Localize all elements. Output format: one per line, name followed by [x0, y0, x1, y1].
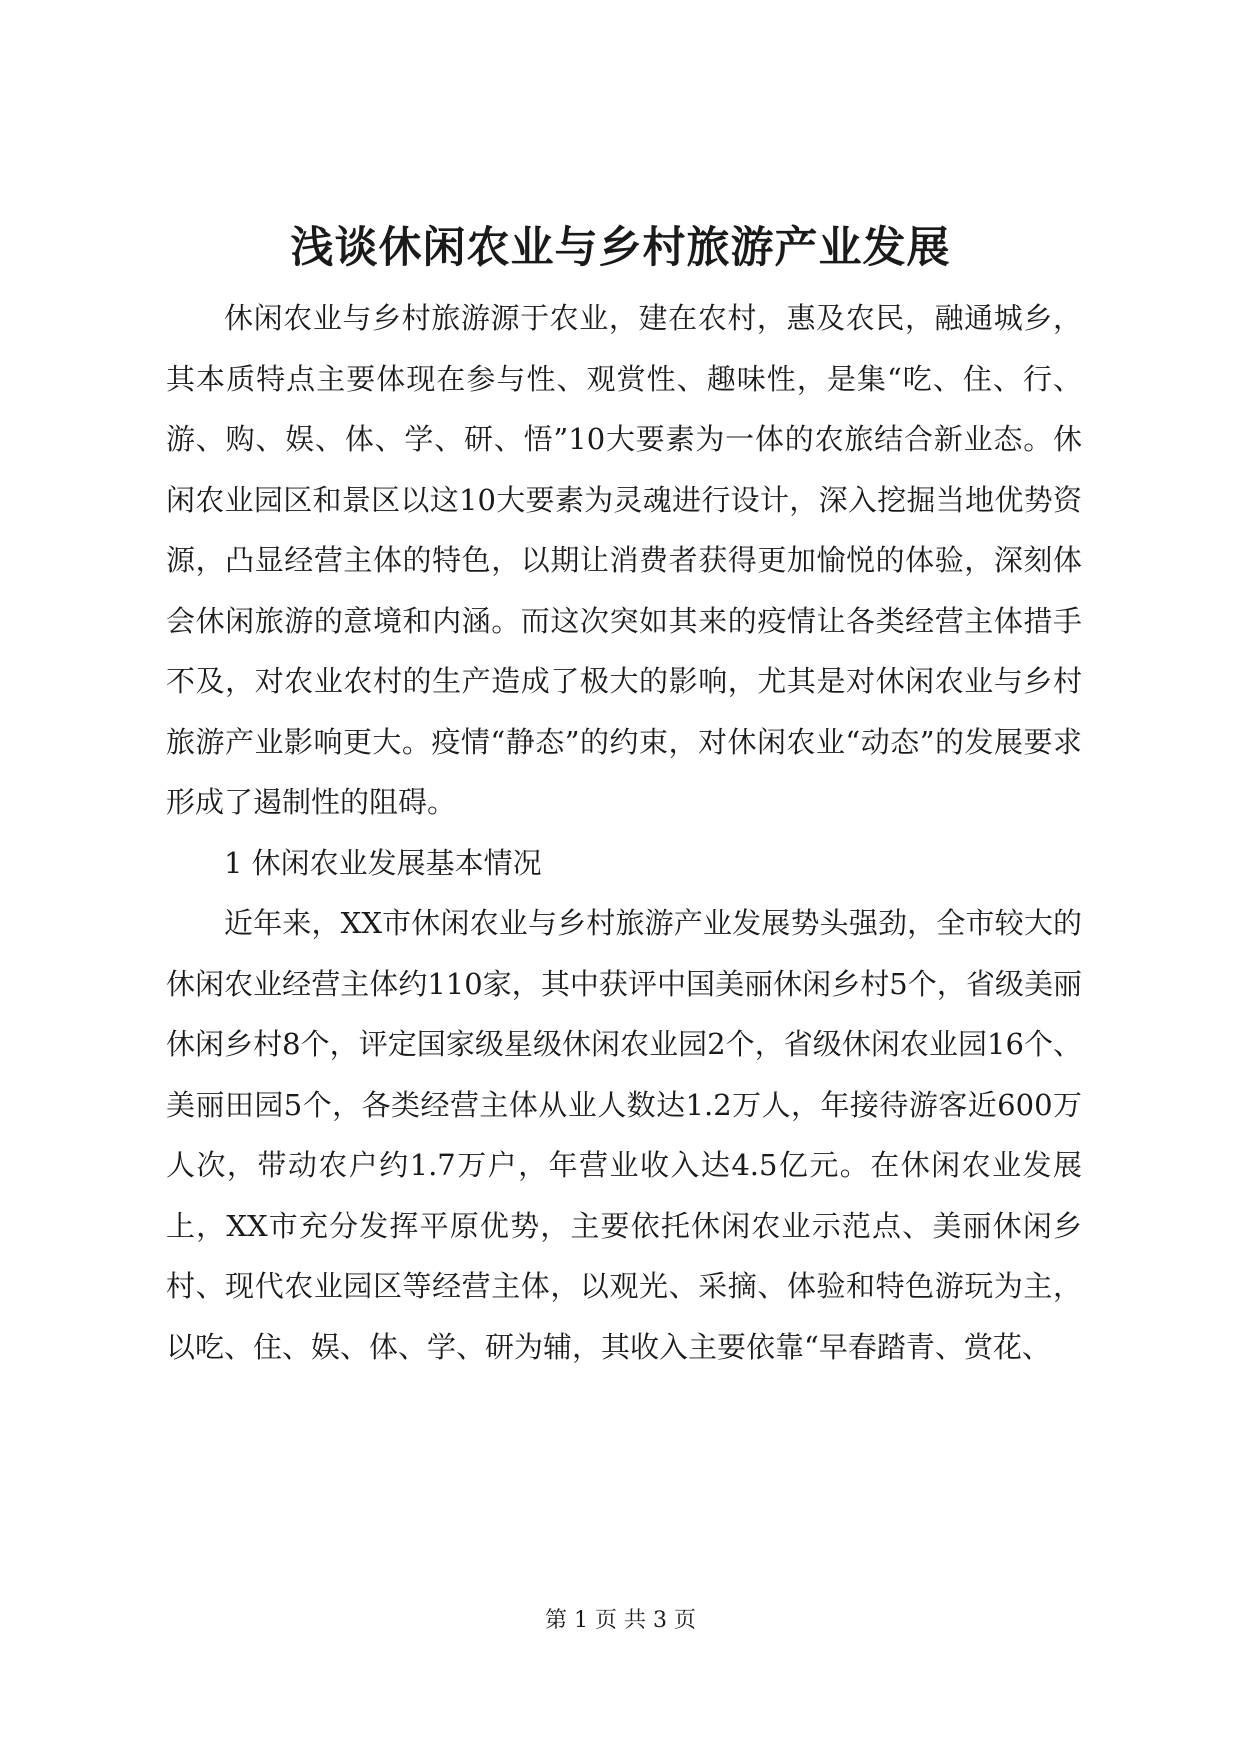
intro-paragraph: 休闲农业与乡村旅游源于农业，建在农村，惠及农民，融通城乡，其本质特点主要体现在参与性、观赏性、趣味性，是集“吃、住、行、游、购、娱、体、学、研、悟”10大要素为一体的农旅结合新业态。休闲农业园区和景区以这10大要素为灵魂进行设计，深入挖掘当地优势资源，凸显经营主体的特色，以期让消费者获得更加愉悦的体验，深刻体会休闲旅游的意境和内涵。而这次突如其来的疫情让各类经营主体措手不及，对农业农村的生产造成了极大的影响，尤其是对休闲农业与乡村旅游产业影响更大。疫情“静态”的约束，对休闲农业“动态”的发展要求形成了遏制性的阻碍。	[166, 301, 1082, 819]
section-paragraph: 近年来，XX市休闲农业与乡村旅游产业发展势头强劲，全市较大的休闲农业经营主体约110家，其中获评中国美丽休闲乡村5个，省级美丽休闲乡村8个，评定国家级星级休闲农业园2个，省级休闲农业园16个、美丽田园5个，各类经营主体从业人数达1.2万人，年接待游客近600万人次，带动农户约1.7万户，年营业收入达4.5亿元。在休闲农业发展上，XX市充分发挥平原优势，主要依托休闲农业示范点、美丽休闲乡村、现代农业园区等经营主体，以观光、采摘、体验和特色游玩为主，以吃、住、娱、体、学、研为辅，其收入主要依靠“早春踏青、赏花、	[166, 906, 1082, 1364]
document-title: 浅谈休闲农业与乡村旅游产业发展	[290, 223, 951, 273]
page-number-footer: 第 1 页 共 3 页	[545, 1608, 696, 1633]
section-heading: 1 休闲农业发展基本情况	[224, 845, 542, 880]
document-body	[166, 288, 1082, 1377]
